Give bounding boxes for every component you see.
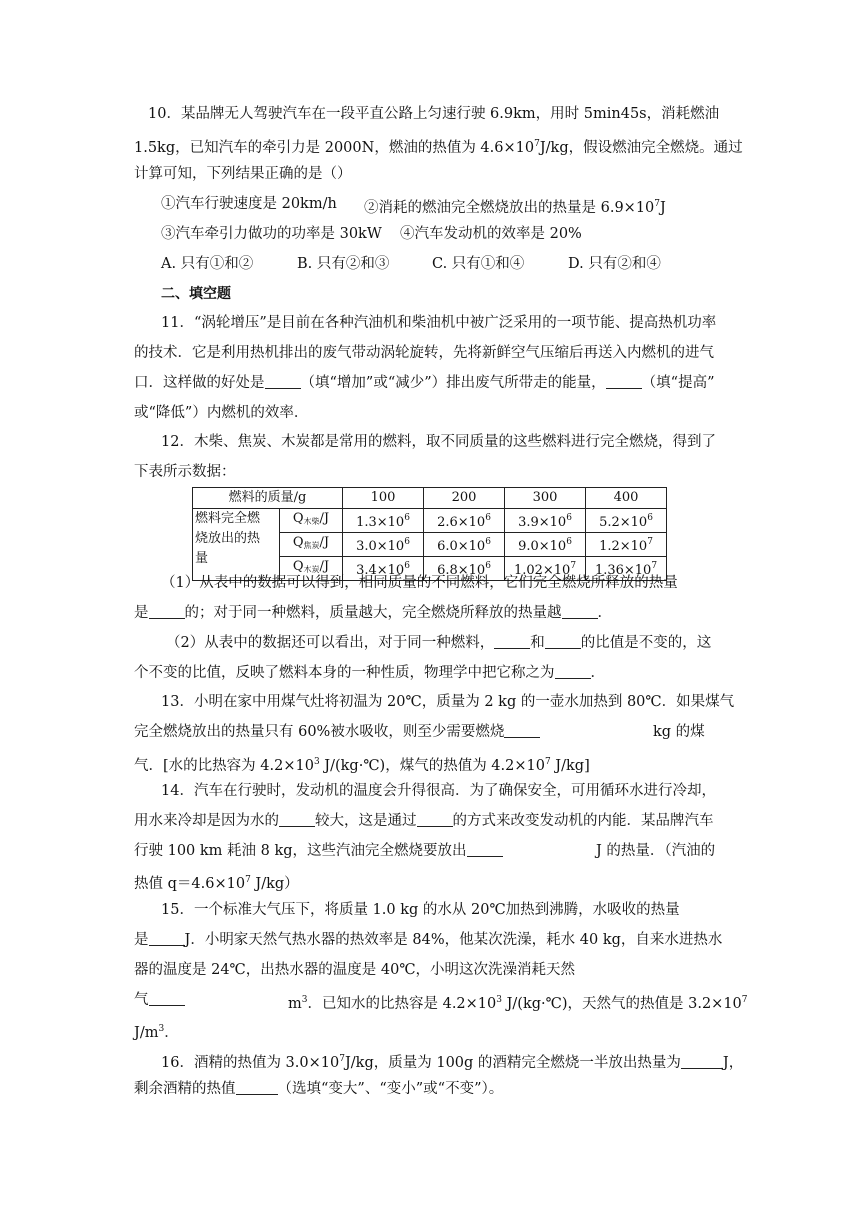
text-segment: 3	[301, 995, 308, 1005]
text-segment: 剩余酒精的热值	[134, 1081, 236, 1097]
mass-header-cell: 燃料的质量/g	[193, 488, 343, 509]
text-segment: 6	[485, 513, 491, 523]
q16-line-1	[161, 1049, 743, 1073]
q12-part1-line-2	[134, 603, 612, 623]
q12-blank-2[interactable]	[562, 603, 598, 619]
table-cell	[586, 509, 667, 533]
text-segment: 的；对于同一种燃料，质量越大，完全燃烧所释放的热量越	[184, 605, 562, 621]
text-segment: 1.36×10	[594, 563, 652, 578]
q15-blank-1[interactable]	[149, 930, 185, 946]
text-segment: 是	[134, 605, 149, 621]
q11-blank-2[interactable]	[606, 373, 642, 389]
table-cell	[424, 533, 505, 557]
q10-line-1	[148, 104, 719, 124]
text-segment: 下表所示数据：	[134, 464, 236, 480]
text-segment: J．小明家天然气热水器的热效率是 84%，他某次洗澡，耗水 40 kg，自来水进热水	[184, 932, 723, 948]
text-segment: 14．汽车在行驶时，发动机的温度会升得很高．为了确保安全，可用循环水进行冷却，	[161, 783, 716, 799]
q10-option-3	[161, 224, 382, 244]
q10-line-2	[134, 134, 743, 158]
text-segment: 7	[647, 537, 653, 547]
table-cell	[586, 533, 667, 557]
text-segment: （填“提高”	[641, 375, 715, 391]
text-segment: 3	[158, 1024, 165, 1034]
text-segment: J/kg，假设燃油完全燃烧。通过	[539, 140, 743, 156]
text-segment: B. 只有②和③	[297, 256, 390, 272]
text-segment: （选填“变大”、“变小”或“不变”）。	[277, 1081, 504, 1097]
q12-part2-line-1	[166, 633, 711, 653]
table-cell	[505, 533, 586, 557]
table-header-row	[193, 488, 667, 509]
q14-blank-3[interactable]	[467, 841, 503, 857]
q16-blank-2[interactable]	[236, 1079, 278, 1095]
text-segment: Q	[292, 559, 304, 574]
text-segment: ③汽车牵引力做功的功率是 30kW	[161, 226, 382, 242]
text-segment: C. 只有①和④	[432, 256, 525, 272]
q10-option-1	[161, 194, 337, 214]
text-segment: J 的热量．（汽油的	[596, 843, 716, 859]
q15-line-5	[134, 1019, 179, 1043]
q15-line-3	[134, 960, 575, 980]
text-segment: 6	[647, 513, 653, 523]
text-segment: D. 只有②和④	[568, 256, 661, 272]
q12-blank-5[interactable]	[555, 663, 591, 679]
text-segment: 器的温度是 24℃，出热水器的温度是 40℃，小明这次洗澡消耗天然	[134, 962, 576, 978]
q12-part1-line-1	[161, 573, 678, 593]
fuel-heat-table	[192, 487, 667, 581]
mass-cell: 400	[586, 488, 667, 509]
q15-line-1	[161, 900, 680, 920]
text-segment: 6	[566, 537, 572, 547]
text-segment: 10．某品牌无人驾驶汽车在一段平直公路上匀速行驶 6.9km，用时 5min45s，消耗燃油	[148, 106, 720, 122]
text-segment: 行驶 100 km 耗油 8 kg，这些汽油完全燃烧要放出	[134, 843, 467, 859]
text-segment: 1.3×10	[356, 515, 405, 530]
q11-line-2	[134, 343, 714, 363]
text-segment: 气．[水的比热容为 4.2×10	[134, 758, 314, 774]
text-segment: 的技术．它是利用热机排出的废气带动涡轮旋转，先将新鲜空气压缩后再送入内燃机的进气	[134, 345, 714, 361]
text-segment: 6.8×10	[437, 563, 486, 578]
q13-blank-1[interactable]	[504, 722, 540, 738]
text-segment: J/(kg·℃)，天然气的热值是 3.2×10	[502, 996, 742, 1012]
text-segment: 6	[404, 561, 410, 571]
text-segment: 3	[496, 995, 502, 1005]
text-segment: 和	[530, 635, 545, 651]
q11-line-4	[134, 403, 308, 423]
heat-group-label	[193, 509, 280, 581]
text-segment: 完全燃烧放出的热量只有 60%被水吸收，则至少需要燃烧	[134, 724, 505, 740]
table-cell	[343, 509, 424, 533]
q13-line-1	[161, 692, 734, 712]
text-segment: 12．木柴、焦炭、木炭都是常用的燃料，取不同质量的这些燃料进行完全燃烧，得到了	[161, 434, 716, 450]
text-segment: （2）从表中的数据还可以看出，对于同一种燃料，	[166, 635, 495, 651]
text-segment: ．	[597, 605, 612, 621]
q-label-cell	[280, 533, 343, 557]
q12-blank-3[interactable]	[494, 633, 530, 649]
mass-cell: 200	[424, 488, 505, 509]
text-segment: 1.2×10	[599, 539, 648, 554]
text-segment: 较大，这是通过	[315, 813, 417, 829]
text-segment: 计算可知，下列结果正确的是（）	[134, 166, 352, 182]
text-segment: 烧放出的热	[195, 531, 261, 546]
q10-choice-a[interactable]	[161, 254, 253, 274]
text-segment: 用水来冷却是因为水的	[134, 813, 279, 829]
q12-blank-1[interactable]	[149, 603, 185, 619]
text-segment: 7	[339, 1054, 345, 1064]
text-segment: 木柴	[303, 517, 320, 526]
text-segment: J/kg，质量为 100g 的酒精完全燃烧一半放出热量为	[344, 1055, 681, 1071]
text-segment: J	[660, 200, 666, 216]
text-segment: 16．酒精的热值为 3.0×10	[161, 1055, 340, 1071]
q14-line-3a	[134, 841, 503, 861]
text-segment: J/kg）	[250, 876, 299, 892]
text-segment: 9.0×10	[518, 539, 567, 554]
q14-blank-2[interactable]	[417, 811, 453, 827]
text-segment: 3.0×10	[356, 539, 405, 554]
q10-choice-d[interactable]	[568, 254, 661, 274]
text-segment: 个不变的比值，反映了燃料本身的一种性质，物理学中把它称之为	[134, 665, 555, 681]
text-segment: ．已知水的比热容是 4.2×10	[307, 996, 497, 1012]
text-segment: 或“降低”）内燃机的效率．	[134, 405, 309, 421]
text-segment: （1）从表中的数据可以得到，相同质量的不同燃料，它们完全燃烧所释放的热量	[161, 575, 678, 591]
mass-cell: 300	[505, 488, 586, 509]
q10-choice-b[interactable]	[297, 254, 389, 274]
text-segment: 11．“涡轮增压”是目前在各种汽油机和柴油机中被广泛采用的一项节能、提高热机功率	[161, 315, 717, 331]
text-segment: J，	[722, 1055, 744, 1071]
mass-cell: 100	[343, 488, 424, 509]
text-segment: 6	[566, 513, 572, 523]
table-row	[193, 509, 667, 533]
text-segment: Q	[292, 511, 304, 526]
text-segment: 7	[651, 561, 658, 571]
text-segment: 6	[404, 513, 410, 523]
text-segment: 量	[195, 551, 209, 566]
q10-option-2	[364, 194, 666, 218]
text-segment: 2.6×10	[437, 515, 486, 530]
text-segment: /J	[319, 535, 330, 550]
q11-line-1	[161, 313, 716, 333]
q12-line-1	[161, 432, 716, 452]
q14-line-4	[134, 870, 299, 894]
text-segment: 的比值是不变的，这	[580, 635, 712, 651]
text-segment: /J	[319, 511, 330, 526]
text-segment: 15．一个标准大气压下，将质量 1.0 kg 的水从 20℃加热到沸腾，水吸收的热量	[161, 902, 680, 918]
text-segment: 木炭	[303, 565, 320, 574]
text-segment: 3	[313, 757, 320, 767]
q12-line-2	[134, 462, 236, 482]
text-segment: J/m	[134, 1025, 159, 1041]
text-segment: A. 只有①和②	[161, 256, 254, 272]
text-segment: ④汽车发动机的效率是 20%	[400, 226, 582, 242]
section-heading: 二、填空题	[161, 286, 231, 302]
text-segment: /J	[319, 559, 330, 574]
q14-line-1	[161, 781, 716, 801]
text-segment: J/(kg·℃)，煤气的热值为 4.2×10	[319, 758, 545, 774]
text-segment: 口．这样做的好处是	[134, 375, 265, 391]
text-segment: 气	[134, 992, 149, 1008]
q15-line-4a	[134, 990, 185, 1010]
q13-line-2b	[653, 722, 705, 742]
text-segment: 7	[534, 139, 540, 149]
text-segment: 7	[741, 995, 748, 1005]
text-segment: 热值 q＝4.6×10	[134, 876, 246, 892]
text-segment: J/kg]	[550, 758, 590, 774]
q15-blank-2[interactable]	[149, 990, 185, 1006]
text-segment: 3.4×10	[356, 563, 405, 578]
q15-line-4b	[288, 990, 748, 1014]
text-segment: 1.02×10	[513, 563, 571, 578]
text-segment: （填“增加”或“减少”）排出废气所带走的能量，	[300, 375, 606, 391]
q16-blank-1[interactable]	[681, 1053, 723, 1069]
q13-line-3	[134, 752, 590, 776]
text-segment: 7	[570, 561, 577, 571]
table-cell	[424, 509, 505, 533]
text-segment: 6.0×10	[437, 539, 486, 554]
q10-option-4	[400, 224, 582, 244]
text-segment: 是	[134, 932, 149, 948]
text-segment: ①汽车行驶速度是 20km/h	[161, 196, 337, 212]
text-segment: ②消耗的燃油完全燃烧放出的热量是 6.9×10	[364, 200, 655, 216]
text-segment: 7	[245, 875, 251, 885]
table-cell	[505, 509, 586, 533]
text-segment: 6	[404, 537, 410, 547]
q14-line-2	[134, 811, 714, 831]
table-cell	[343, 533, 424, 557]
text-segment: ．	[164, 1025, 179, 1041]
q16-line-2	[134, 1079, 503, 1099]
text-segment: ．	[590, 665, 605, 681]
q10-choice-c[interactable]	[432, 254, 524, 274]
text-segment: 6	[485, 561, 491, 571]
text-segment: 1.5kg，已知汽车的牵引力是 2000N，燃油的热值为 4.6×10	[134, 140, 535, 156]
text-segment: Q	[292, 535, 304, 550]
text-segment: 的方式来改变发动机的内能．某品牌汽车	[452, 813, 714, 829]
text-segment: m	[288, 996, 302, 1012]
q-label-cell	[280, 509, 343, 533]
q11-line-3	[134, 373, 714, 393]
q13-line-2a	[134, 722, 540, 742]
q14-blank-1[interactable]	[279, 811, 315, 827]
text-segment: 3.9×10	[518, 515, 567, 530]
q12-part2-line-2	[134, 663, 605, 683]
q14-line-3b	[596, 841, 715, 861]
q12-blank-4[interactable]	[545, 633, 581, 649]
text-segment: kg 的煤	[653, 724, 705, 740]
text-segment: 燃料完全燃	[195, 511, 261, 526]
q15-line-2	[134, 930, 722, 950]
text-segment: 5.2×10	[599, 515, 648, 530]
q11-blank-1[interactable]	[265, 373, 301, 389]
text-segment: 13．小明在家中用煤气灶将初温为 20℃，质量为 2 kg 的一壶水加热到 80℃．如果煤气	[161, 694, 735, 710]
text-segment: 7	[654, 199, 661, 209]
text-segment: 6	[485, 537, 491, 547]
q10-line-3	[134, 164, 352, 184]
text-segment: 焦炭	[303, 541, 320, 550]
text-segment: 7	[544, 757, 551, 767]
